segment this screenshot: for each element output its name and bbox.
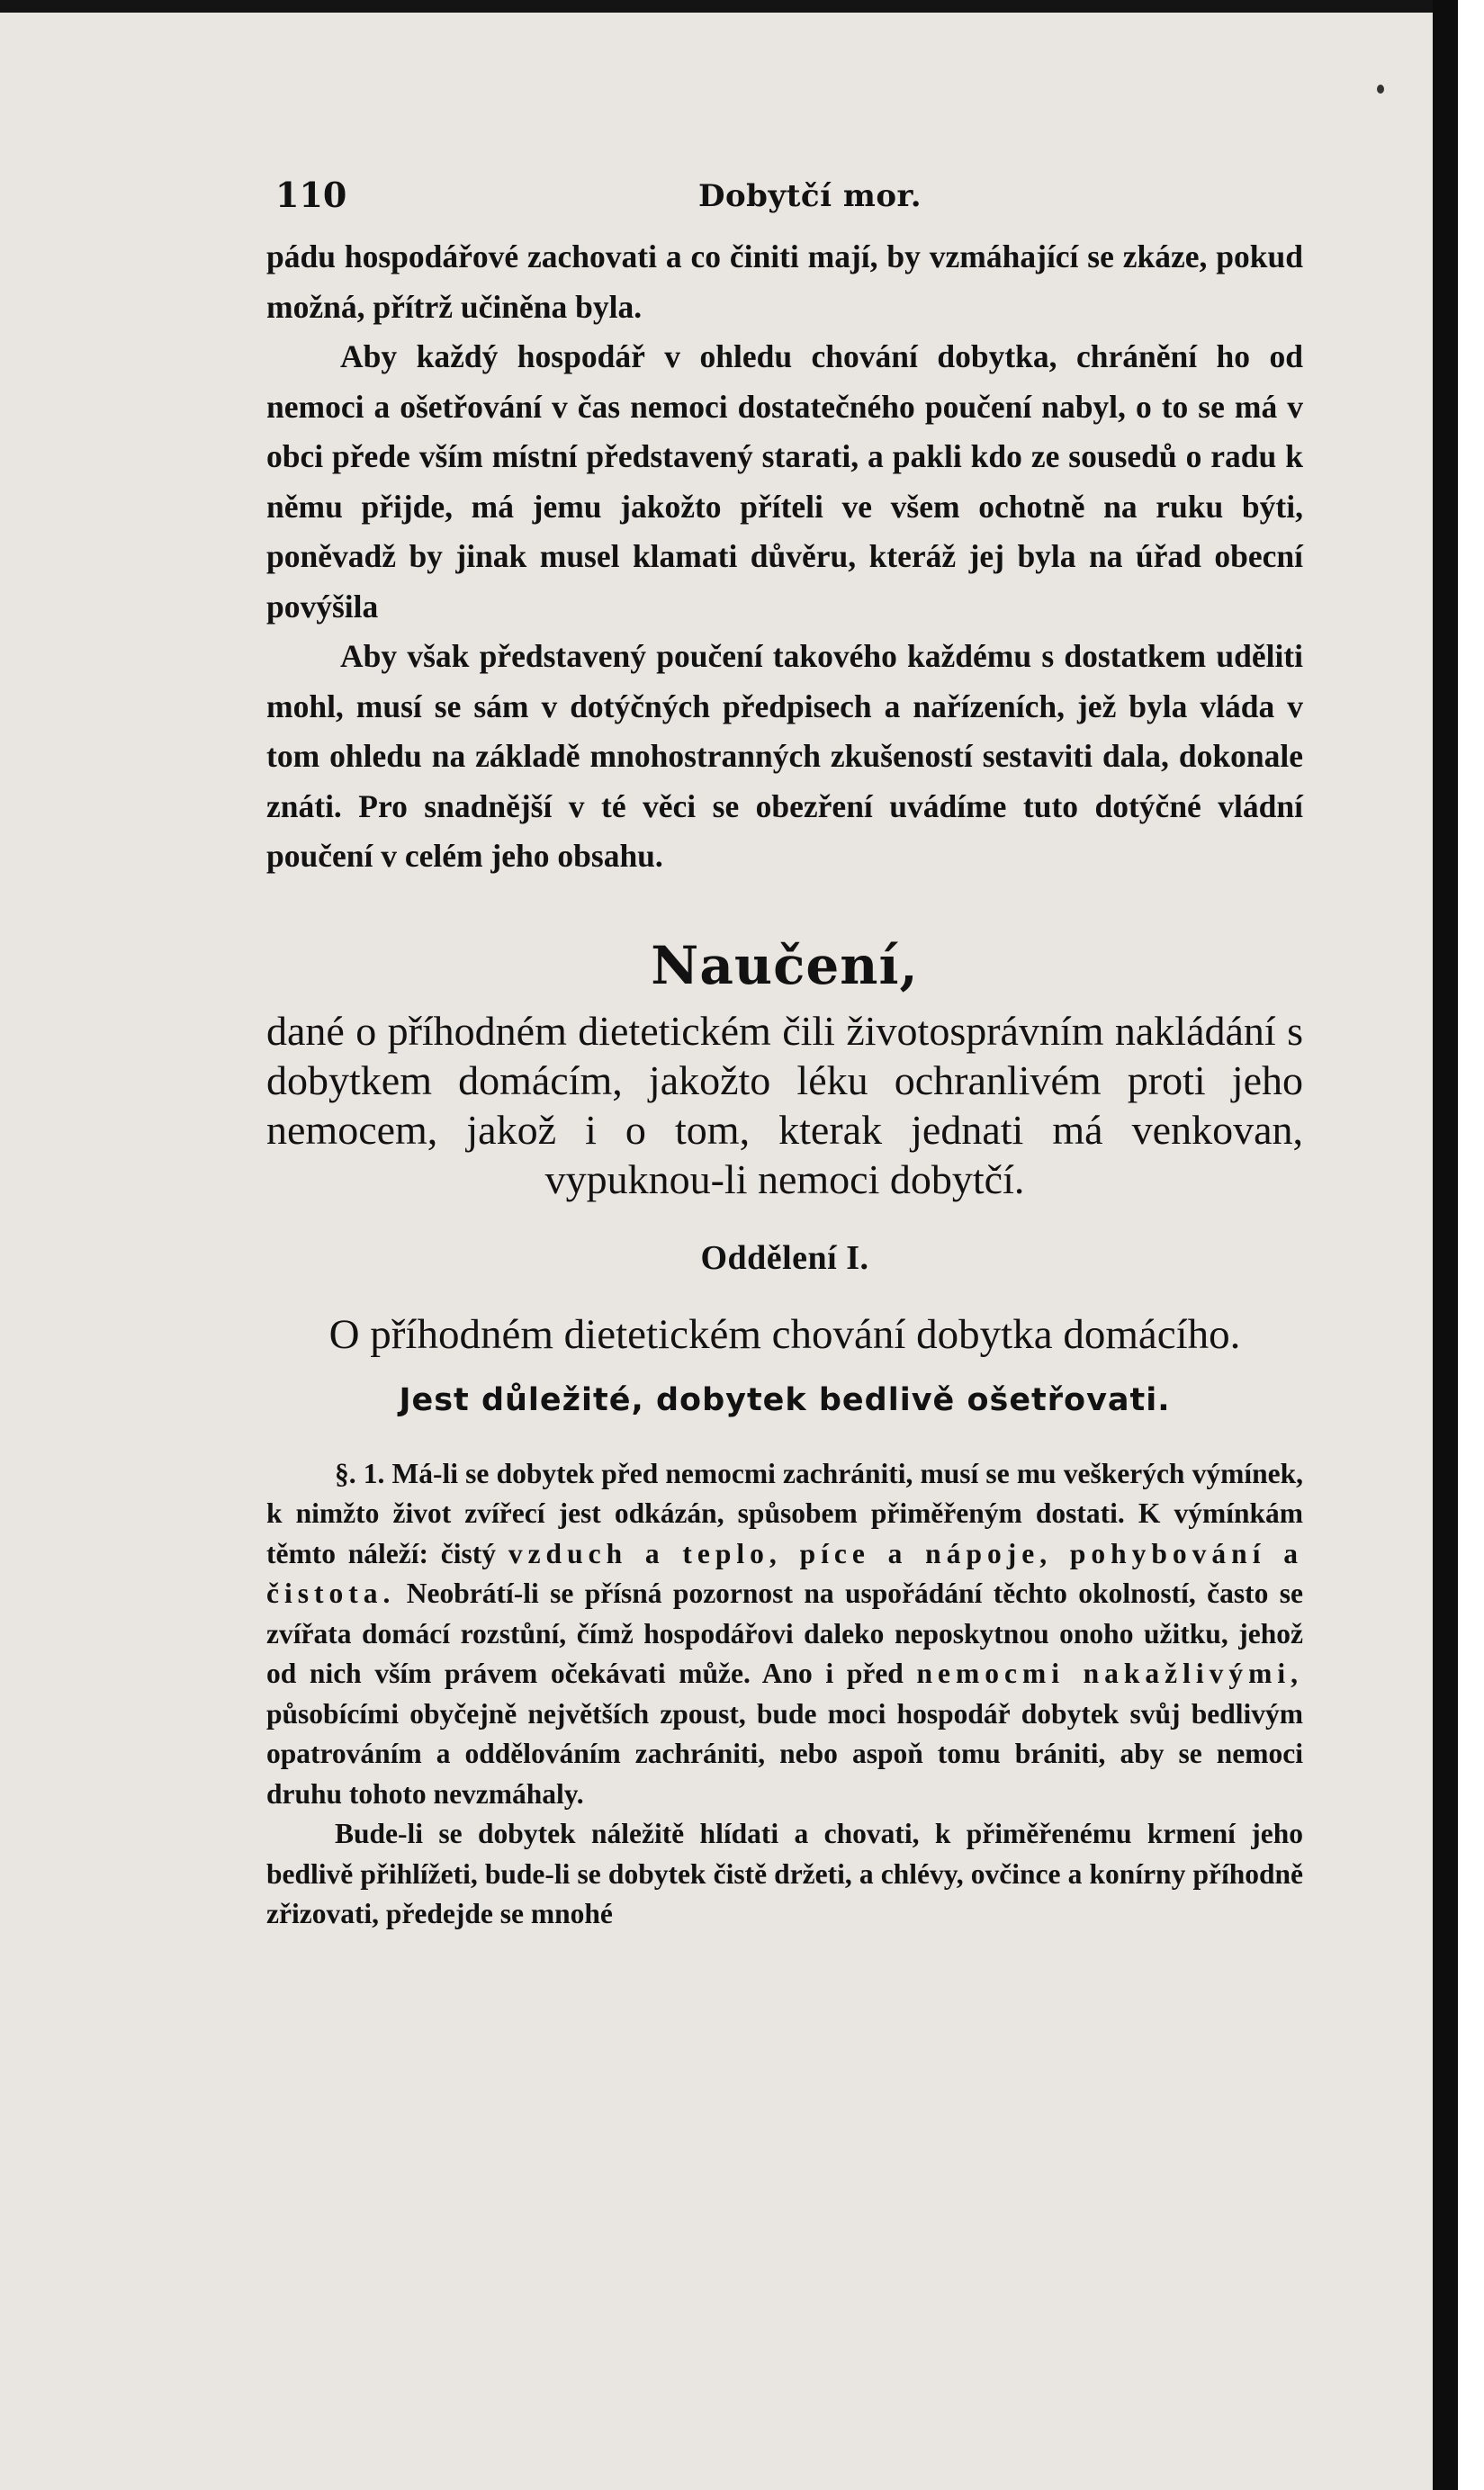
section-label: Oddělení I. [700, 1238, 869, 1277]
scan-edge [1433, 0, 1458, 2490]
page-content [266, 139, 1303, 1935]
page-number: 110 [275, 175, 347, 215]
para1-e: působícími obyčejně největších zpoust, bude moci hospodář dobytek svůj bedlivým opatrováním a oddělováním zachrániti, nebo aspoň tomu brániti, aby se nemoci druhu tohoto nevzmáhaly. [266, 1697, 1303, 1810]
intro-text [266, 232, 1303, 882]
document-subtitle: dané o příhodném dietetickém čili životosprávním nakládání s dobytkem domácím, jakožto léku ochranlivém proti jeho nemocem, jakož i o tom, kterak jednati má venkovan, vypuknou-li nemoci dobytčí. [266, 1007, 1303, 1202]
document-title: Naučení, [651, 934, 919, 996]
paragraph-2: Bude-li se dobytek náležitě hlídati a chovati, k přiměřenému krmení jeho bedlivě přihlížeti, bude-li se dobytek čistě držeti, a chlévy, ovčince a konírny příhodně zřizovati, předejde se mnohé [266, 1818, 1303, 1929]
scan-margin [1458, 0, 1484, 2490]
intro-paragraph: pádu hospodářové zachovati a co činiti mají, by vzmáhající se zkáze, pokud možná, přítrž učiněna byla. [266, 238, 1303, 325]
para1-a: §. 1. Má-li se dobytek před nemocmi zachrániti, musí se mu veškerých výmínek, k nimžto život zvířecí jest odkázán, spůsobem přiměřeným dostati. K výmínkám těmto náleží: čistý [266, 1457, 1303, 1569]
running-title: Dobytčí mor. [698, 178, 922, 214]
paragraph-1 [266, 1454, 1303, 1815]
section-heading: O příhodném dietetickém chování dobytka domácího. [328, 1310, 1241, 1358]
intro-paragraph: Aby však představený poučení takového každému s dostatkem uděliti mohl, musí se sám v dotýčných předpisech a nařízeních, jež byla vláda v tom ohledu na základě mnohostranných zkušeností sestaviti dala, dokonale znáti. Pro snadnější v té věci se obezření uvádíme tuto dotýčné vládní poučení v celém jeho obsahu. [266, 638, 1303, 874]
intro-paragraph: Aby každý hospodář v ohledu chování dobytka, chránění ho od nemoci a ošetřování v čas nemoci dostatečného poučení nabyl, o to se má v obci přede vším místní představený starati, a pakli kdo ze sousedů o radu k němu přijde, má jemu jakožto příteli ve všem ochotně na ruku býti, poněvadž by jinak musel klamati důvěru, kteráž jej byla na úřad obecní povýšila [266, 338, 1303, 625]
para1-c: Neobrátí-li se přísná pozornost na uspořádání těchto okolností, často se zvířata domácí rozstůní, čímž hospodářovi daleko neposkytnou onoho užitku, jehož od nich vším právem očekávati může. Ano i před [266, 1578, 1303, 1689]
page-header [266, 139, 1303, 215]
para1-emphasis-1: vzduch a teplo, píce a nápoje, pohybování a čistota. [266, 1537, 1303, 1609]
subsection-heading: Jest důležité, dobytek bedlivě ošetřovati. [399, 1381, 1171, 1418]
para1-emphasis-2: nemocmi nakažlivými, [916, 1658, 1303, 1689]
section-text [266, 1454, 1303, 1935]
print-speck [1377, 85, 1384, 94]
